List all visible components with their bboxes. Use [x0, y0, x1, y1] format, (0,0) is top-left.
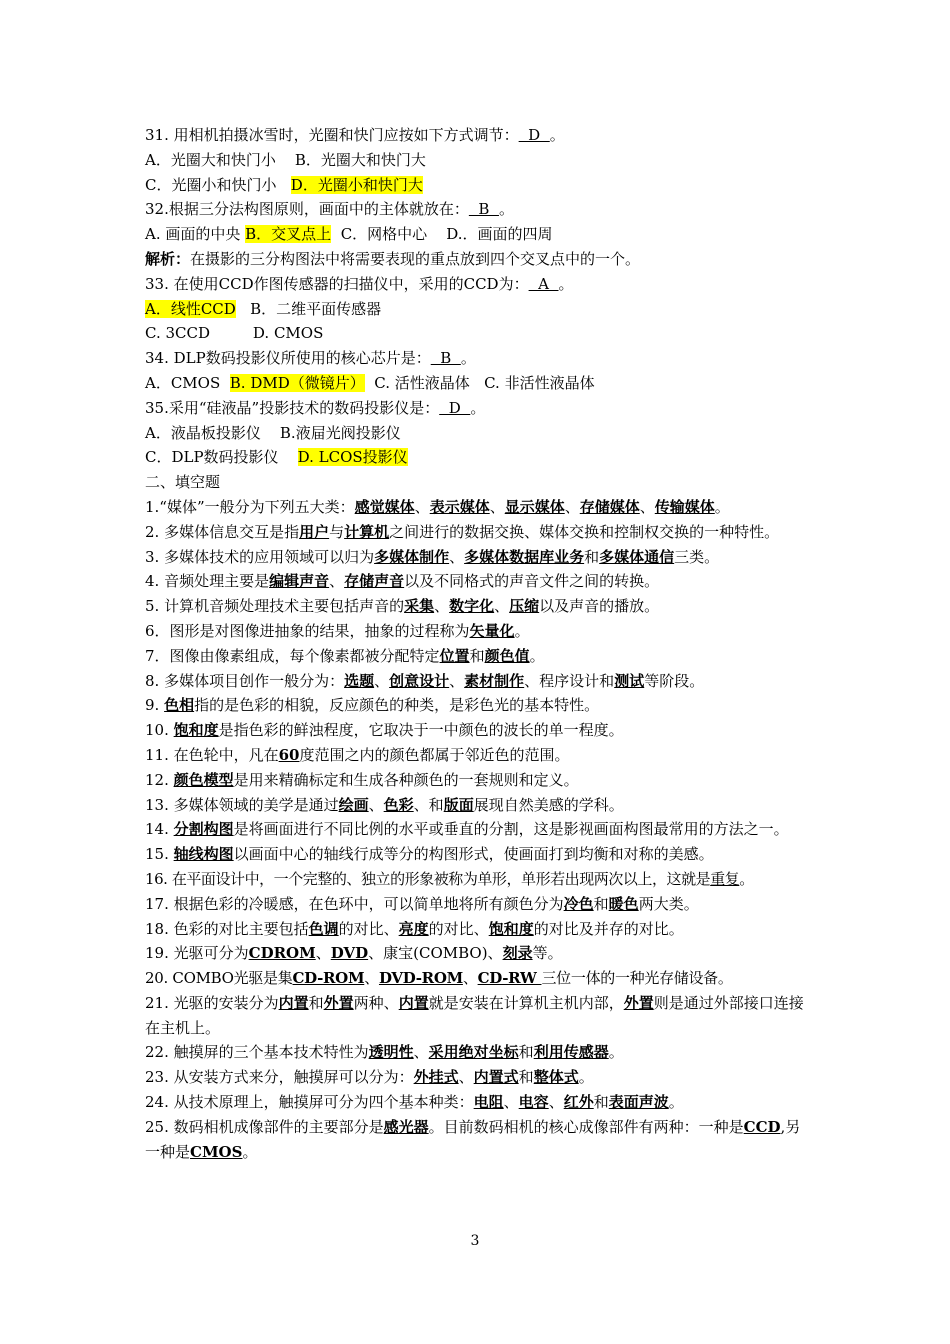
fill-item-13: 13. 多媒体领域的美学是通过绘画、色彩、和版面展现自然美感的学科。: [145, 795, 624, 814]
answer-key: 暖色: [608, 894, 639, 913]
answer-key: CMOS: [190, 1142, 243, 1161]
answer-key: 用户: [299, 522, 330, 541]
answer-key: 版面: [443, 795, 474, 814]
answer-key: 电容: [518, 1093, 549, 1112]
answer-key: 轴线构图: [173, 845, 234, 864]
question-34: 34. DLP数码投影仪所使用的核心芯片是： B 。: [145, 349, 476, 368]
answer-key: 色彩: [383, 795, 414, 814]
answer-key: 色调: [308, 919, 339, 938]
question-31: 31. 用相机拍摄冰雪时，光圈和快门应按如下方式调节： D 。: [145, 126, 565, 144]
question-31-options-ab: A．光圈大和快门小 B．光圈大和快门大: [145, 150, 426, 169]
fill-item-3: 3. 多媒体技术的应用领域可以归为多媒体制作、多媒体数据库业务和多媒体通信三类。: [145, 547, 720, 566]
answer-blank: A: [528, 274, 559, 293]
answer-key: 饱和度: [173, 721, 219, 740]
fill-item-21: 21. 光驱的安装分为内置和外置两种、内置就是安装在计算机主机内部，外置则是通过外部接口连接在主机上。: [145, 993, 804, 1037]
answer-key: 多媒体数据库业务: [464, 547, 585, 566]
question-33-options-ab: A．线性CCD B．二维平面传感器: [145, 299, 382, 318]
fill-item-25: 25. 数码相机成像部件的主要部分是感光器。目前数码相机的核心成像部件有两种：一种是CCD,另一种是CMOS。: [145, 1117, 801, 1161]
answer-key: 亮度: [398, 919, 429, 938]
answer-key: CD-ROM: [292, 969, 365, 988]
answer-key: 感觉媒体: [354, 497, 415, 516]
answer-key: 60: [278, 745, 300, 764]
fill-item-9: 9. 色相指的是色彩的相貌，反应颜色的种类，是彩色光的基本特性。: [145, 696, 600, 715]
answer-key: 表示媒体: [429, 497, 490, 516]
answer-blank: D: [518, 126, 550, 144]
answer-key: 冷色: [563, 894, 594, 913]
fill-item-12: 12. 颜色模型是用来精确标定和生成各种颜色的一套规则和定义。: [145, 770, 579, 789]
page-number: 3: [470, 1233, 480, 1249]
fill-item-5: 5. 计算机音频处理技术主要包括声音的采集、数字化、压缩以及声音的播放。: [145, 597, 660, 616]
answer-key: CD-RW: [477, 969, 542, 988]
answer-key: 颜色模型: [173, 770, 234, 789]
correct-option: D. LCOS投影仪: [297, 448, 408, 467]
section-heading: 二、填空题: [145, 473, 221, 492]
fill-item-6: 6．图形是对图像进抽象的结果，抽象的过程称为矢量化。: [145, 621, 530, 640]
fill-item-17: 17. 根据色彩的冷暖感，在色环中，可以简单地将所有颜色分为冷色和暖色两大类。: [145, 894, 699, 913]
answer-key: 素材制作: [464, 671, 525, 690]
page-content: [145, 123, 813, 1164]
fill-item-15: 15. 轴线构图以画面中心的轴线行成等分的构图形式，使画面打到均衡和对称的美感。: [145, 845, 714, 864]
answer-key: 绘画: [338, 795, 369, 814]
answer-blank: B: [468, 200, 499, 219]
answer-key: 分割构图: [173, 820, 234, 839]
answer-key: 整体式: [533, 1068, 579, 1087]
fill-item-16: 16. 在平面设计中，一个完整的、独立的形象被称为单形，单形若出现两次以上，这就是重复。: [145, 869, 754, 888]
fill-item-24: 24. 从技术原理上，触摸屏可分为四个基本种类：电阻、电容、红外和表面声波。: [145, 1093, 684, 1112]
question-35-options-ab: A．液晶板投影仪 B.液屇光阀投影仪: [145, 423, 401, 442]
answer-key: 编辑声音: [269, 572, 330, 591]
answer-key: 数字化: [449, 597, 495, 616]
fill-item-19: 19. 光驱可分为CDROM、DVD、康宝(COMBO)、刻录等。: [145, 944, 563, 963]
question-35: 35.采用“硅液晶”投影技术的数码投影仪是： D 。: [145, 398, 486, 417]
answer-key: 传输媒体: [654, 497, 715, 516]
answer-key: 重复: [710, 869, 740, 888]
answer-key: DVD: [330, 944, 369, 963]
fill-item-10: 10. 饱和度是指色彩的鲜浊程度，它取决于一中颜色的波长的单一程度。: [145, 721, 624, 740]
fill-item-20: 20. COMBO光驱是集CD-ROM、DVD-ROM、CD-RW 三位一体的一种光存储设备。: [145, 969, 733, 988]
answer-key: 矢量化: [469, 621, 515, 640]
answer-key: 位置: [439, 646, 470, 665]
question-32: 32.根据三分法构图原则，画面中的主体就放在： B 。: [145, 200, 514, 219]
answer-key: 内置: [278, 993, 309, 1012]
answer-key: CCD: [743, 1117, 781, 1136]
analysis: 解析：在摄影的三分构图法中将需要表现的重点放到四个交叉点中的一个。: [145, 249, 641, 268]
question-33: 33. 在使用CCD作图传感器的扫描仪中，采用的CCD为： A 。: [145, 274, 574, 293]
answer-key: 外置: [323, 993, 354, 1012]
question-34-options: A．CMOS B. DMD（微镜片） C. 活性液晶体 C. 非活性液晶体: [145, 373, 595, 392]
answer-key: 测试: [614, 671, 645, 690]
fill-item-14: 14. 分割构图是将画面进行不同比例的水平或垂直的分割，这是影视画面构图最常用的方法之一。: [145, 820, 789, 839]
answer-key: 压缩: [509, 597, 540, 616]
answer-key: 颜色值: [484, 646, 530, 665]
answer-key: 外挂式: [413, 1068, 459, 1087]
answer-blank: B: [430, 349, 461, 368]
answer-key: 显示媒体: [504, 497, 565, 516]
fill-item-18: 18. 色彩的对比主要包括色调的对比、亮度的对比、饱和度的对比及并存的对比。: [145, 919, 684, 938]
answer-key: 多媒体通信: [599, 547, 675, 566]
answer-key: 感光器: [383, 1117, 429, 1136]
answer-key: 多媒体制作: [374, 547, 450, 566]
answer-key: 表面声波: [608, 1093, 669, 1112]
question-35-options-cd: C．DLP数码投影仪 D. LCOS投影仪: [145, 448, 408, 467]
answer-key: CDROM: [248, 944, 316, 963]
answer-key: 红外: [563, 1093, 594, 1112]
analysis-label: 解析：: [145, 249, 191, 268]
answer-key: 刻录: [502, 944, 533, 963]
answer-key: 存储声音: [344, 572, 405, 591]
answer-key: 内置式: [473, 1068, 519, 1087]
answer-key: 利用传感器: [533, 1043, 609, 1062]
answer-key: 存储媒体: [579, 497, 640, 516]
answer-key: 外置: [623, 993, 654, 1012]
answer-key: 选题: [344, 671, 375, 690]
question-32-options: A. 画面的中央 B．交叉点上 C．网格中心 D.．画面的四周: [145, 225, 553, 244]
answer-key: 饱和度: [488, 919, 534, 938]
answer-key: 采集: [404, 597, 435, 616]
answer-blank: D: [439, 398, 471, 417]
fill-item-1: 1.“媒体”一般分为下列五大类：感觉媒体、表示媒体、显示媒体、存储媒体、传输媒体。: [145, 497, 730, 516]
fill-item-2: 2. 多媒体信息交互是指用户与计算机之间进行的数据交换、媒体交换和控制权交换的一种特性。: [145, 522, 780, 541]
correct-option: B．交叉点上: [245, 225, 332, 244]
fill-item-11: 11. 在色轮中，凡在60度范围之内的颜色都属于邻近色的范围。: [145, 745, 570, 764]
correct-option: A．线性CCD: [145, 299, 236, 318]
fill-item-22: 22. 触摸屏的三个基本技术特性为透明性、采用绝对坐标和利用传感器。: [145, 1043, 624, 1062]
correct-option: B. DMD（微镜片）: [229, 373, 365, 392]
answer-key: 采用绝对坐标: [428, 1043, 519, 1062]
answer-key: 透明性: [368, 1043, 414, 1062]
question-33-options-cd: C. 3CCD D. CMOS: [145, 324, 324, 343]
answer-key: 内置: [398, 993, 429, 1012]
answer-key: 计算机: [344, 522, 390, 541]
answer-key: 创意设计: [389, 671, 450, 690]
answer-key: 色相: [164, 696, 195, 715]
fill-item-8: 8. 多媒体项目创作一般分为：选题、创意设计、素材制作、程序设计和测试等阶段。: [145, 671, 705, 690]
fill-item-23: 23. 从安装方式来分，触摸屏可以分为：外挂式、内置式和整体式。: [145, 1068, 594, 1087]
answer-key: DVD-ROM: [378, 969, 463, 988]
answer-key: 电阻: [473, 1093, 504, 1112]
question-31-options-cd: C．光圈小和快门小 D．光圈小和快门大: [145, 175, 423, 194]
fill-item-7: 7．图像由像素组成，每个像素都被分配特定位置和颜色值。: [145, 646, 545, 665]
fill-item-4: 4. 音频处理主要是编辑声音、存储声音以及不同格式的声音文件之间的转换。: [145, 572, 660, 591]
correct-option: D．光圈小和快门大: [290, 175, 423, 194]
